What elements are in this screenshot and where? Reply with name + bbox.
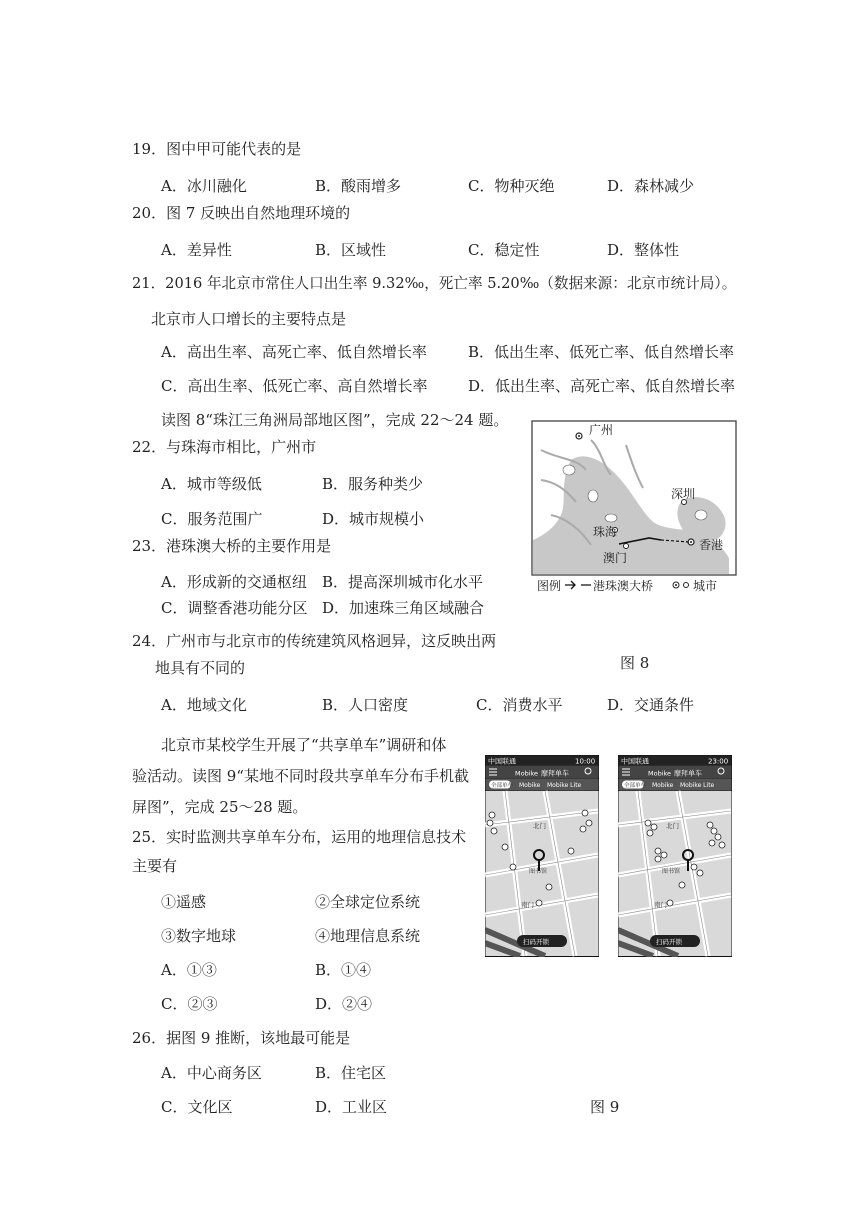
q21-stem: 21．2016 年北京市常住人口出生率 9.32‰，死亡率 5.20‰（数据来源：北京市统计局）。 (132, 275, 737, 292)
q23-option-a: A．形成新的交通枢纽 (161, 573, 307, 591)
q19-option-b: B．酸雨增多 (315, 177, 402, 195)
q25-option-a: A．①③ (161, 961, 217, 979)
q25-option-d: D．②④ (315, 995, 373, 1013)
brand-label: Mobike (648, 769, 672, 778)
scan-button: 扫码开锁 (656, 938, 682, 946)
q21-stem-cont: 北京市人口增长的主要特点是 (151, 310, 347, 328)
q25-stem: 25．实时监测共享单车分布，运用的地理信息技术 (132, 828, 467, 846)
q24-option-b: B．人口密度 (322, 696, 409, 714)
tab-mobike: Mobike (519, 782, 541, 789)
tab-mobike-lite: Mobike Lite (680, 782, 715, 789)
q20-option-a: A．差异性 (161, 241, 232, 259)
q26-option-b: B．住宅区 (315, 1064, 387, 1082)
figure-9-phone-2300 (618, 755, 732, 957)
intro-fig9-line2: 验活动。读图 9“某地不同时段共享单车分布手机截 (132, 767, 469, 785)
q24-option-a: A．地域文化 (161, 696, 247, 714)
bridge-legend-icon (565, 581, 591, 589)
q23-option-d: D．加速珠三角区域融合 (322, 599, 485, 617)
south-gate-label: 南门 (521, 901, 534, 909)
q21-option-d: D．低出生率、高死亡率、低自然增长率 (468, 377, 736, 395)
intro-fig9-line3: 屏图”，完成 25～28 题。 (132, 798, 308, 816)
city-label-shenzhen: 深圳 (671, 487, 696, 501)
q26-option-d: D．工业区 (315, 1098, 388, 1116)
q25-item-4: ④地理信息系统 (315, 927, 421, 945)
tab-mobike: Mobike (652, 782, 674, 789)
q25-item-1: ①遥感 (161, 893, 207, 911)
q19-option-c: C．物种灭绝 (468, 177, 555, 195)
q24-stem: 24．广州市与北京市的传统建筑风格迥异，这反映出两 (132, 632, 497, 650)
center-label: 图书馆 (529, 868, 548, 875)
time-label: 23:00 (708, 757, 729, 766)
q21-option-b: B．低出生率、低死亡率、低自然增长率 (468, 343, 735, 361)
q22-option-a: A．城市等级低 (161, 475, 262, 493)
intro-fig8: 读图 8“珠江三角洲局部地区图”，完成 22～24 题。 (161, 411, 509, 429)
q22-stem: 22．与珠海市相比，广州市 (132, 438, 317, 456)
app-title: 摩拜单车 (674, 769, 702, 778)
q20-option-c: C．稳定性 (468, 241, 540, 259)
legend-bridge: 港珠澳大桥 (593, 579, 654, 593)
app-title: 摩拜单车 (541, 769, 569, 778)
q21-option-c: C．高出生率、低死亡率、高自然增长率 (161, 377, 428, 395)
figure-8-caption: 图 8 (620, 654, 650, 672)
center-label: 图书馆 (662, 868, 681, 875)
q20-option-d: D．整体性 (607, 241, 680, 259)
q25-option-b: B．①④ (315, 961, 372, 979)
q21-option-a: A．高出生率、高死亡率、低自然增长率 (161, 343, 427, 361)
carrier-label: 中国联通 (621, 757, 649, 766)
legend-prefix: 图例 (537, 579, 562, 593)
tab-all: 全部单车 (624, 783, 647, 789)
q25-stem-cont: 主要有 (132, 857, 178, 875)
q22-option-b: B．服务种类少 (322, 475, 424, 493)
q23-option-c: C．调整香港功能分区 (161, 599, 308, 617)
q20-stem: 20．图 7 反映出自然地理环境的 (132, 204, 351, 222)
city-label-macau: 澳门 (603, 551, 628, 565)
q23-option-b: B．提高深圳城市化水平 (322, 573, 484, 591)
q24-option-d: D．交通条件 (607, 696, 695, 714)
q25-item-3: ③数字地球 (161, 927, 237, 945)
time-label: 10:00 (575, 757, 596, 766)
intro-fig9-line1: 北京市某校学生开展了“共享单车”调研和体 (161, 736, 447, 754)
q24-option-c: C．消费水平 (476, 696, 563, 714)
tab-mobike-lite: Mobike Lite (547, 782, 582, 789)
q19-stem: 19．图中甲可能代表的是 (132, 140, 302, 158)
north-gate-label: 北门 (533, 822, 546, 830)
q22-option-c: C．服务范围广 (161, 510, 263, 528)
scan-button: 扫码开锁 (523, 938, 549, 946)
city-label-zhuhai: 珠海 (593, 525, 618, 539)
carrier-label: 中国联通 (488, 757, 516, 766)
figure-8-map (531, 420, 737, 596)
q19-option-d: D．森林减少 (607, 177, 695, 195)
south-gate-label: 南门 (654, 901, 667, 909)
q20-option-b: B．区域性 (315, 241, 387, 259)
figure-9-caption: 图 9 (590, 1098, 620, 1116)
city-label-hongkong: 香港 (699, 538, 724, 552)
brand-label: Mobike (515, 769, 539, 778)
figure-9-phone-1000 (485, 755, 599, 957)
q25-item-2: ②全球定位系统 (315, 893, 421, 911)
q19-option-a: A．冰川融化 (161, 177, 247, 195)
q23-stem: 23．港珠澳大桥的主要作用是 (132, 537, 332, 555)
city-label-guangzhou: 广州 (589, 423, 614, 437)
q26-option-c: C．文化区 (161, 1098, 233, 1116)
north-gate-label: 北门 (666, 822, 679, 830)
q26-stem: 26．据图 9 推断，该地最可能是 (132, 1029, 351, 1047)
tab-all: 全部单车 (491, 783, 514, 789)
q24-stem-cont: 地具有不同的 (155, 659, 246, 677)
q26-option-a: A．中心商务区 (161, 1064, 262, 1082)
legend-city: 城市 (693, 579, 718, 593)
q22-option-d: D．城市规模小 (322, 510, 425, 528)
q25-option-c: C．②③ (161, 995, 218, 1013)
